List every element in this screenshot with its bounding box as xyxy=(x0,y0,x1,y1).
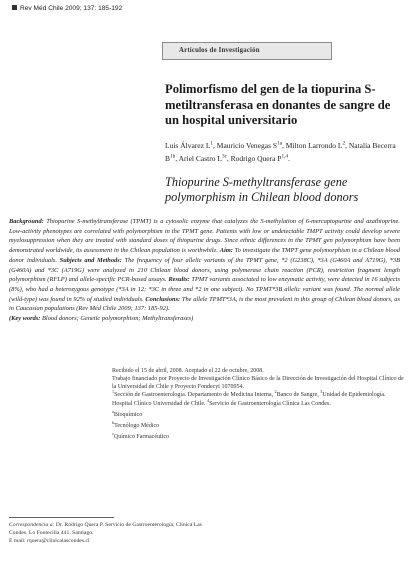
author: Mauricio Venegas $S^{1a}$, xyxy=(216,140,286,150)
author: Milton Larrondo $L^2$, xyxy=(285,140,349,150)
abstract-conclusions-label: Conclusions: xyxy=(145,295,181,303)
abstract-results-label: Results: xyxy=(168,276,190,284)
abstract-subjects-label: Subjects and Methods: xyxy=(59,256,122,264)
article-title-english: Thiopurine S-methyltransferase gene polymorphism in Chilean blood donors xyxy=(165,175,359,205)
correspondence xyxy=(9,521,214,546)
section-label: Artículos de Investigación xyxy=(162,42,332,60)
author: Luis Álvarez $L^1$, xyxy=(165,140,217,150)
role-note: $^a$Bioquímico xyxy=(112,408,143,418)
abstract-subjects-text: The frequency of four allelic variants of the TPMT gene, *2 (G238C), *3A (G460A and A719G), *3B (G460A) and *3C (A719G) were analyzed in 210 Chilean blood donors, using polymerase chain reaction (PCR), restriction fragment length polymorphism (RFLP) and allele-specific PCR-based assays. xyxy=(9,256,400,284)
journal-header xyxy=(12,5,122,12)
author: Natalia Becerra $B^{1b}$, xyxy=(165,141,396,163)
keywords-label: (Key words: xyxy=(9,315,41,323)
abstract-aim-text: To investigate the TMPT gene polymorphism in a Chilean blood donor individuals. xyxy=(9,247,400,264)
article-notes xyxy=(112,367,404,441)
abstract xyxy=(9,217,400,324)
article-title-spanish: Polimorfismo del gen de la tiopurina S-metiltransferasa en donantes de sangre de un hospital universitario xyxy=(165,82,391,128)
role-note: $^b$Tecnólogo Médico xyxy=(112,419,160,429)
correspondence-email: E mail: rquera@clinicalascondes.cl xyxy=(9,538,90,545)
role-note: $^c$Químico Farmacéutico xyxy=(112,431,170,441)
correspondence-text: Dr. Rodrigo Quera P. Servicio de Gastroenterología, Clínica Las Condes. Lo Fontecilla 441. Santiago. xyxy=(9,522,202,537)
abstract-results-text: TPMT variants associated to low enzymatic activity, were detected in 16 subjects (8%), who had a heterozygous genotype (*3A in 12; *3C in three and *2 in one subject). No TPMT*3B allelic variant was found. The normal allele (wild-type) was found in 92% of studied individuals. xyxy=(9,276,400,303)
funding-note: Trabajo financiado por Proyecto de Investigación Clínico Básico de la Dirección de Investigación del Hospital Clínico de la Universidad de Chile y Proyecto Fondecyt 1070954. xyxy=(112,376,404,391)
received-note: Recibido el 15 de abril, 2008. Aceptado el 22 de octubre, 2008. xyxy=(112,368,264,374)
keywords-text: Blood donors; Genetic polymorphism; Methyltransferases) xyxy=(40,315,194,323)
header-square-icon xyxy=(12,5,17,10)
journal-reference: Rev Méd Chile 2009; 137: 185-192 xyxy=(20,5,123,12)
abstract-keywords xyxy=(9,315,193,322)
correspondence-label: Correspondencia a: xyxy=(9,522,55,528)
author: Rodrigo Quera P$^{1,4}$. xyxy=(230,153,290,163)
author-list xyxy=(165,140,405,165)
abstract-conclusions-text: The allele TPMT*3A, is the most prevalent in this group of Chilean blood donors, as in Caucasian populations (Rev Méd Chile 2009; 137: 185-92). xyxy=(9,295,400,313)
affiliations: $^1$Sección de Gastroenterología. Departamento de Medicina Interna, $^2$Banco de Sangre, $^3$Unidad de Epidemiología. Hospital Clínico Universidad de Chile. $^4$Servicio de Gastroenterología Clínica Las Condes. xyxy=(112,389,386,407)
abstract-aim-label: Aim: xyxy=(219,247,233,255)
footnote-divider xyxy=(9,517,114,518)
abstract-background-text: Thiopurine S-methyltransferase (TPMT) is a cytosolic enzyme that catalyzes the S-methylation of 6-mercaptopurine and azathioprine. Low-activity phenotypes are correlated with polymorphism in the TPMT gene. Patients with low or undetectable TMPT activity could develop severe myelosuppression when they are treated with standard doses of thiopurine drugs. Since ethnic differences in the TPMT gen polymorphism have been demonstrated worldwide, its assessment in the Chilean population is worthwhile. xyxy=(9,218,400,255)
abstract-background-label: Background: xyxy=(9,218,44,225)
author: Ariel Castro $L^{3c}$, xyxy=(178,153,231,163)
